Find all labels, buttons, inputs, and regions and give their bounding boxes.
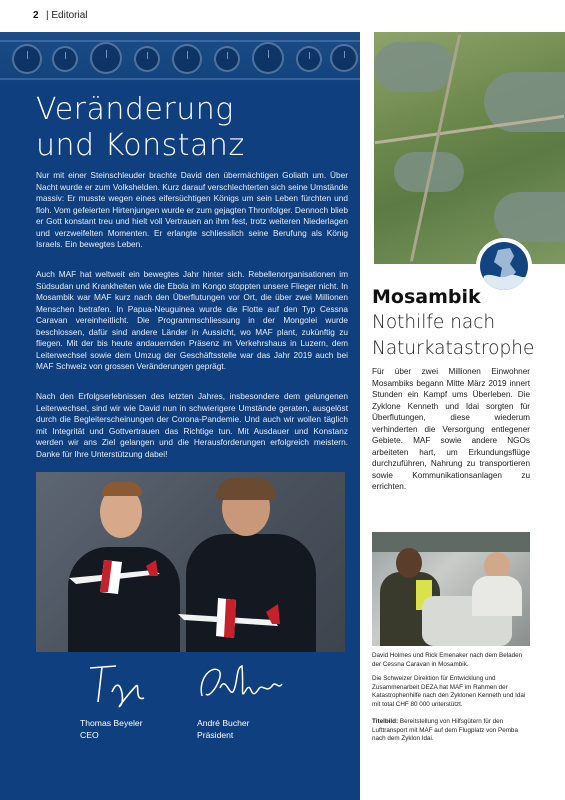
signature-thomas-beyeler xyxy=(86,662,156,712)
title-line-1: Veränderung xyxy=(36,92,234,127)
editorial-paragraph-3: Nach den Erfolgserlebnissen des letzten Jahres, insbesondere dem gelungenen Leiterwechsel, sind wir wie David nun in schwierigere Umstände geraten, ausgelöst durch die Begleiterscheinungen der Corona-Pandemie. Und auch wir wollen täglich mit Integrität und Gottvertrauen das Richtige tun. Mit Ausdauer und Konstanz werden wir ans Ziel gelangen und die Herausforderungen erfolgreich meistern. Danke für Ihre Unterstützung dabei! xyxy=(36,391,348,459)
section-label: | Editorial xyxy=(46,10,88,21)
leaders-photo xyxy=(36,472,345,652)
signer-name-2: André Bucher xyxy=(197,718,250,728)
signer-name-1: Thomas Beyeler xyxy=(80,718,143,728)
cargo-loading-photo xyxy=(372,532,530,646)
sidebar-subtitle-line-1: Nothilfe nach xyxy=(372,312,496,333)
title-line-2: und Konstanz xyxy=(36,128,245,163)
mozambique-map-icon xyxy=(476,238,532,294)
sidebar-subtitle xyxy=(372,310,562,362)
sidebar-text: Für über zwei Millionen Einwohner Mosambiks begann Mitte März 2019 innert Stunden ein Kampf ums Überleben. Die Zyklone Kenneth und Idai sorgten für Überflutungen, diese wiederum verhinderten die Versorgung entlegener Gebiete. MAF sowie andere NGOs arbeiteten hart, um Erkundungsflüge durchzuführen, Nahrung zu transportieren sowie Kommunikationsanlagen zu errichten. xyxy=(372,367,530,491)
cover-caption-text: Bereitstellung von Hilfsgütern für den Lufttransport mit MAF auf dem Flugplatz von Pemba nach dem Zyklon Idai. xyxy=(372,718,518,743)
aerial-flood-photo xyxy=(374,32,565,264)
signature-andre-bucher xyxy=(196,660,286,710)
sidebar-subtitle-line-2: Naturkatastrophe xyxy=(372,338,535,359)
photo-caption: David Holmes und Rick Emenaker nach dem Beladen der Cessna Caravan in Mosambik. xyxy=(372,652,523,668)
signer-role-1: CEO xyxy=(80,730,99,740)
sidebar-title: Mosambik xyxy=(372,286,481,308)
deza-note: Die Schweizer Direktion für Entwicklung und Zusammenarbeit DEZA hat MAF im Rahmen der Katastrophenhilfe nach den Zyklonen Kenneth und Idai mit total CHF 80 000 unterstützt. xyxy=(372,675,526,709)
model-plane-left xyxy=(64,550,164,600)
editorial-paragraph-1: Nur mit einer Steinschleuder brachte David den übermächtigen Goliath um. Über Nacht wurde er zum Volkshelden. Kurz darauf verschlechterten sich seine Umstände massiv: Er musste wegen eines eifersüchtigen Königs um sein Leben fürchten und floh. Vom gefeierten Hirtenjungen wurde er zum gejagten Thronfolger. Dennoch blieb er Gott konstant treu und hielt voll Vertrauen an ihm fest, trotz weiteren Niederlagen und verzweifelten Momenten. Er erlangte schliesslich seine Berufung als König Israels. Ein bewegtes Leben. xyxy=(36,170,348,250)
cover-caption-label: Titelbild: xyxy=(372,718,399,725)
page-number: 2 xyxy=(33,10,39,21)
page-header xyxy=(0,0,565,32)
cover-caption xyxy=(372,718,530,744)
signer-role-2: Präsident xyxy=(197,730,234,740)
editorial-title xyxy=(36,92,336,164)
model-plane-right xyxy=(174,590,284,642)
editorial-paragraph-2: Auch MAF hat weltweit ein bewegtes Jahr hinter sich. Rebellenorganisationen im Südsudan und Krankheiten wie die Ebola im Kongo stoppten unsere Flieger nicht. In Mosambik war MAF kurz nach den Überflutungen vor Ort, die über zwei Millionen Menschen betrafen. In Papua-Neuguinea wurde die Flotte auf den Typ Cessna Caravan vereinheitlicht. Die Programmschliessung in der Mongolei wurde beschlossen, dafür sind andere Länder in Aussicht, wo MAF plant, zukünftig zu fliegen. Mit der bis heute andauernden Präsenz im Verkehrshaus in Luzern, dem Leiterwechsel sowie dem Umzug der Geschäftsstelle war das Jahr 2019 auch bei MAF Schweiz von grossen Veränderungen geprägt. xyxy=(36,269,348,372)
cockpit-photo xyxy=(0,32,360,90)
